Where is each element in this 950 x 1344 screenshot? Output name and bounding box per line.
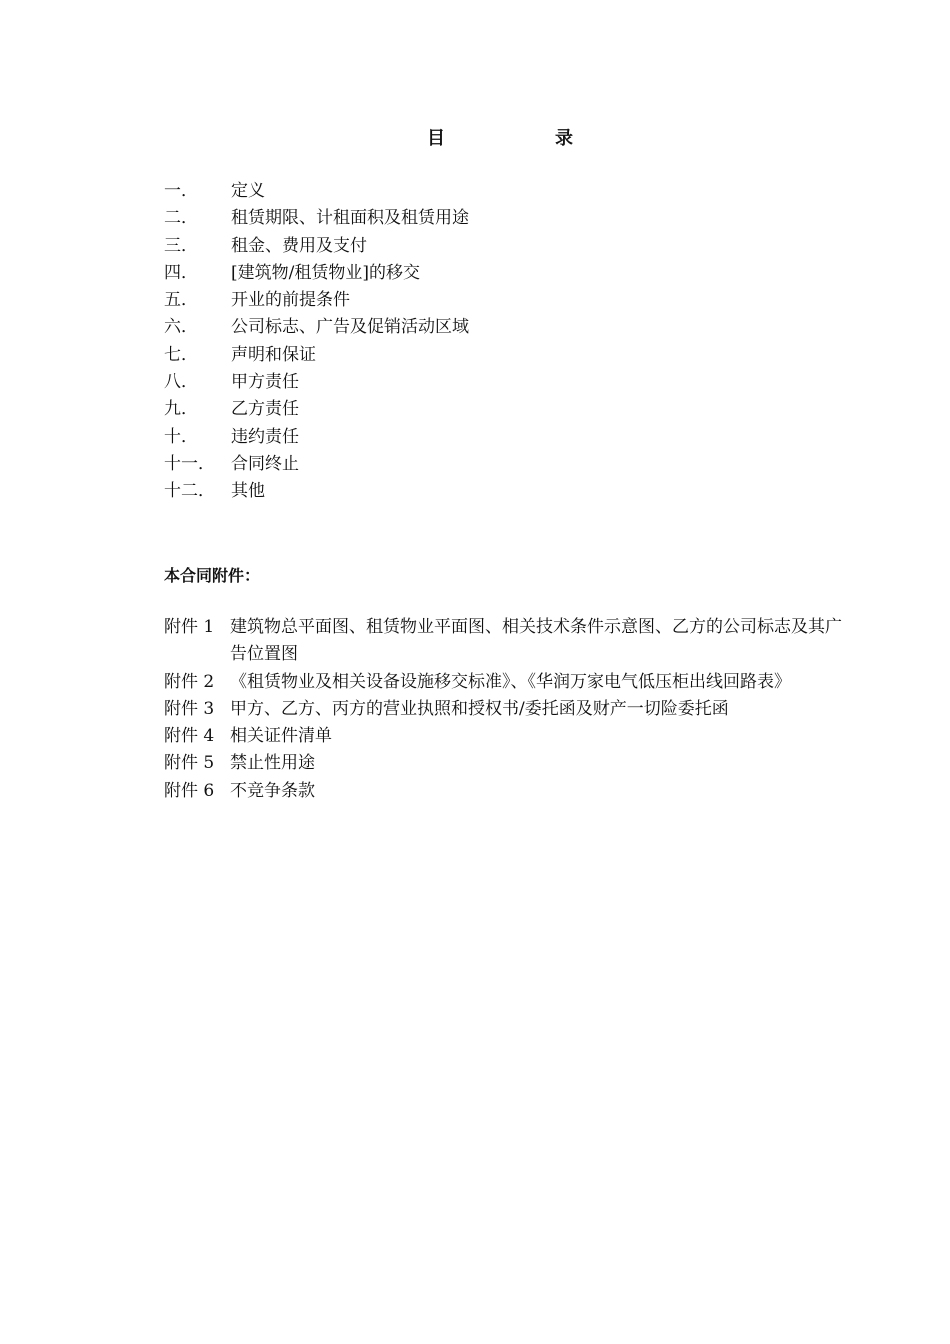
attachment-item: [164, 696, 844, 723]
toc-number: 十．: [164, 426, 198, 447]
attachment-number: 附件 1: [164, 617, 215, 637]
attachment-item: [164, 778, 844, 805]
toc-label: 乙方责任: [231, 399, 299, 420]
toc-label: [建筑物/租赁物业]的移交: [231, 262, 420, 283]
toc-item: [164, 233, 469, 260]
attachment-text: 不竞争条款: [230, 780, 315, 801]
toc-item: [164, 396, 469, 423]
attachment-item: [164, 669, 844, 696]
attachment-text: 《租赁物业及相关设备设施移交标准》、《华润万家电气低压柜出线回路表》: [230, 671, 791, 692]
toc-label: 合同终止: [231, 453, 299, 474]
toc-item: [164, 369, 469, 396]
toc-label: 其他: [231, 481, 265, 502]
attachment-number: 附件 5: [164, 753, 215, 774]
toc-item: [164, 314, 469, 341]
toc-label: 租金、费用及支付: [231, 235, 367, 256]
attachment-number: 附件 3: [164, 698, 215, 719]
attachment-text: 相关证件清单: [230, 726, 332, 747]
toc-label: 甲方责任: [231, 372, 299, 393]
toc-label: 开业的前提条件: [231, 290, 350, 311]
toc-number: 八．: [164, 372, 198, 393]
toc-number: 三．: [164, 235, 198, 256]
attachment-number: 附件 2: [164, 671, 215, 692]
title-char-1: 目: [427, 128, 445, 149]
toc-item: [164, 205, 469, 232]
toc-item: [164, 424, 469, 451]
toc-number: 九．: [164, 399, 198, 420]
attachment-text: 甲方、乙方、丙方的营业执照和授权书/委托函及财产一切险委托函: [230, 698, 729, 719]
toc-number: 一．: [164, 181, 198, 201]
attachment-item: [164, 614, 844, 669]
toc-number: 二．: [164, 208, 198, 229]
table-of-contents: [164, 178, 469, 506]
attachments-heading: 本合同附件：: [164, 566, 261, 585]
toc-number: 四．: [164, 262, 198, 283]
attachment-number: 附件 6: [164, 780, 215, 801]
toc-number: 七．: [164, 344, 198, 365]
toc-number: 十二．: [164, 481, 215, 502]
toc-label: 租赁期限、计租面积及租赁用途: [231, 208, 469, 229]
attachment-number: 附件 4: [164, 726, 215, 747]
toc-number: 五．: [164, 290, 198, 311]
toc-label: 违约责任: [231, 426, 299, 447]
toc-item: [164, 451, 469, 478]
toc-label: 定义: [231, 181, 265, 201]
attachment-text: 建筑物总平面图、租赁物业平面图、相关技术条件示意图、乙方的公司标志及其广告位置图: [230, 617, 842, 665]
toc-item: [164, 287, 469, 314]
attachments-list: [164, 614, 844, 805]
page-title: [0, 124, 950, 150]
toc-item: [164, 178, 469, 205]
toc-number: 十一．: [164, 453, 215, 474]
toc-item: [164, 478, 469, 505]
toc-number: 六．: [164, 317, 198, 338]
toc-label: 公司标志、广告及促销活动区域: [231, 317, 469, 338]
toc-item: [164, 260, 469, 287]
toc-item: [164, 342, 469, 369]
title-char-2: 录: [555, 128, 573, 149]
toc-label: 声明和保证: [231, 344, 316, 365]
attachment-item: [164, 723, 844, 750]
attachment-item: [164, 750, 844, 777]
attachment-text: 禁止性用途: [230, 753, 315, 774]
